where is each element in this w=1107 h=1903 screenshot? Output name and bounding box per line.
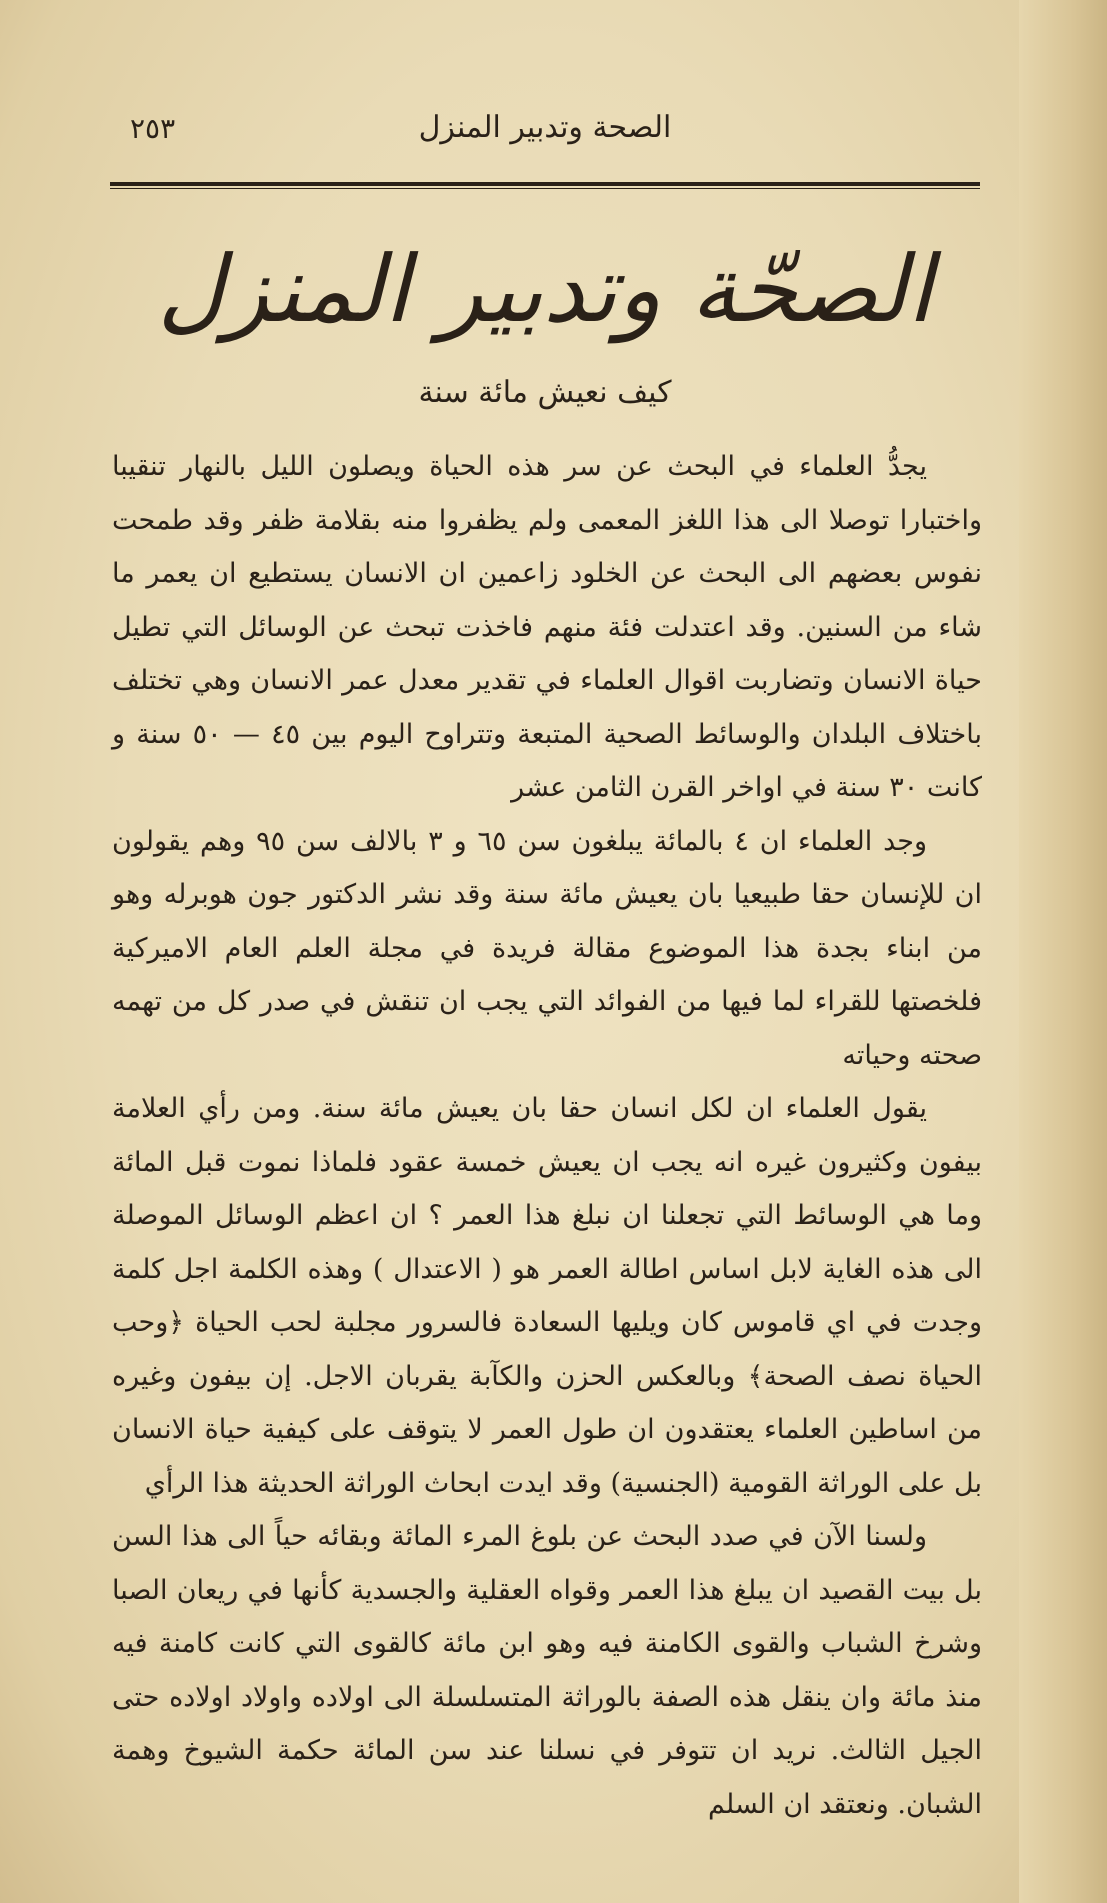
paragraph: يجدُّ العلماء في البحث عن سر هذه الحياة ويصلون الليل بالنهار تنقيبا واختبارا توصلا الى هذا اللغز المعمى ولم يظفروا منه بقلامة ظفر وقد طمحت نفوس بعضهم الى البحث عن الخلود زاعمين ان الانسان يستطيع ان يعمر ما شاء من السنين. وقد اعتدلت فئة منهم فاخذت تبحث عن الوسائل التي تطيل حياة الانسان وتضاربت اقوال العلماء في تقدير معدل عمر الانسان وهي تختلف باختلاف البلدان والوسائط الصحية المتبعة وتتراوح اليوم بين ٤٥ — ٥٠ سنة و كانت ٣٠ سنة في اواخر القرن الثامن عشر [112,451,982,803]
running-header [110,100,980,160]
header-divider [110,182,980,189]
paragraph: ولسنا الآن في صدد البحث عن بلوغ المرء المائة وبقائه حياً الى هذا السن بل بيت القصيد ان يبلغ هذا العمر وقواه العقلية والجسدية كأنها في ريعان الصبا وشرخ الشباب والقوى الكامنة فيه وهو ابن مائة كالقوى التي كانت كامنة فيه منذ مائة وان ينقل هذه الصفة بالوراثة المتسلسلة الى اولاده واولاد اولاده حتى الجيل الثالث. نريد ان تتوفر في نسلنا عند سن المائة حكمة الشيوخ وهمة الشبان. ونعتقد ان السلم [112,1521,982,1820]
running-title: الصحة وتدبير المنزل [418,110,672,145]
page-number: ٢٥٣ [130,112,176,145]
article-title: كيف نعيش مائة سنة [418,375,672,410]
page-edge-shadow [1019,0,1107,1903]
article-body [112,440,982,1831]
paragraph: يقول العلماء ان لكل انسان حقا بان يعيش مائة سنة. ومن رأي العلامة بيفون وكثيرون غيره انه يجب ان يعيش خمسة عقود فلماذا نموت قبل المائة وما هي الوسائط التي تجعلنا ان نبلغ هذا العمر ؟ ان اعظم الوسائل الموصلة الى هذه الغاية لابل اساس اطالة العمر هو ( الاعتدال ) وهذه الكلمة اجل كلمة وجدت في اي قاموس كان ويليها السعادة فالسرور مجلبة لحب الحياة ﴿وحب الحياة نصف الصحة﴾ وبالعكس الحزن والكآبة يقربان الاجل. إن بيفون وغيره من اساطين العلماء يعتقدون ان طول العمر لا يتوقف على كيفية حياة الانسان بل على الوراثة القومية (الجنسية) وقد ايدت ابحاث الوراثة الحديثة هذا الرأي [112,1093,982,1499]
paragraph: وجد العلماء ان ٤ بالمائة يبلغون سن ٦٥ و ٣ بالالف سن ٩٥ وهم يقولون ان للإنسان حقا طبيعيا بان يعيش مائة سنة وقد نشر الدكتور جون هوبرله وهو من ابناء بجدة هذا الموضوع مقالة فريدة في مجلة العلم العام الاميركية فلخصتها للقراء لما فيها من الفوائد التي يجب ان تنقش في صدر كل من تهمه صحته وحياته [112,825,982,1071]
section-title: الصحّة وتدبير المنزل [157,236,933,343]
